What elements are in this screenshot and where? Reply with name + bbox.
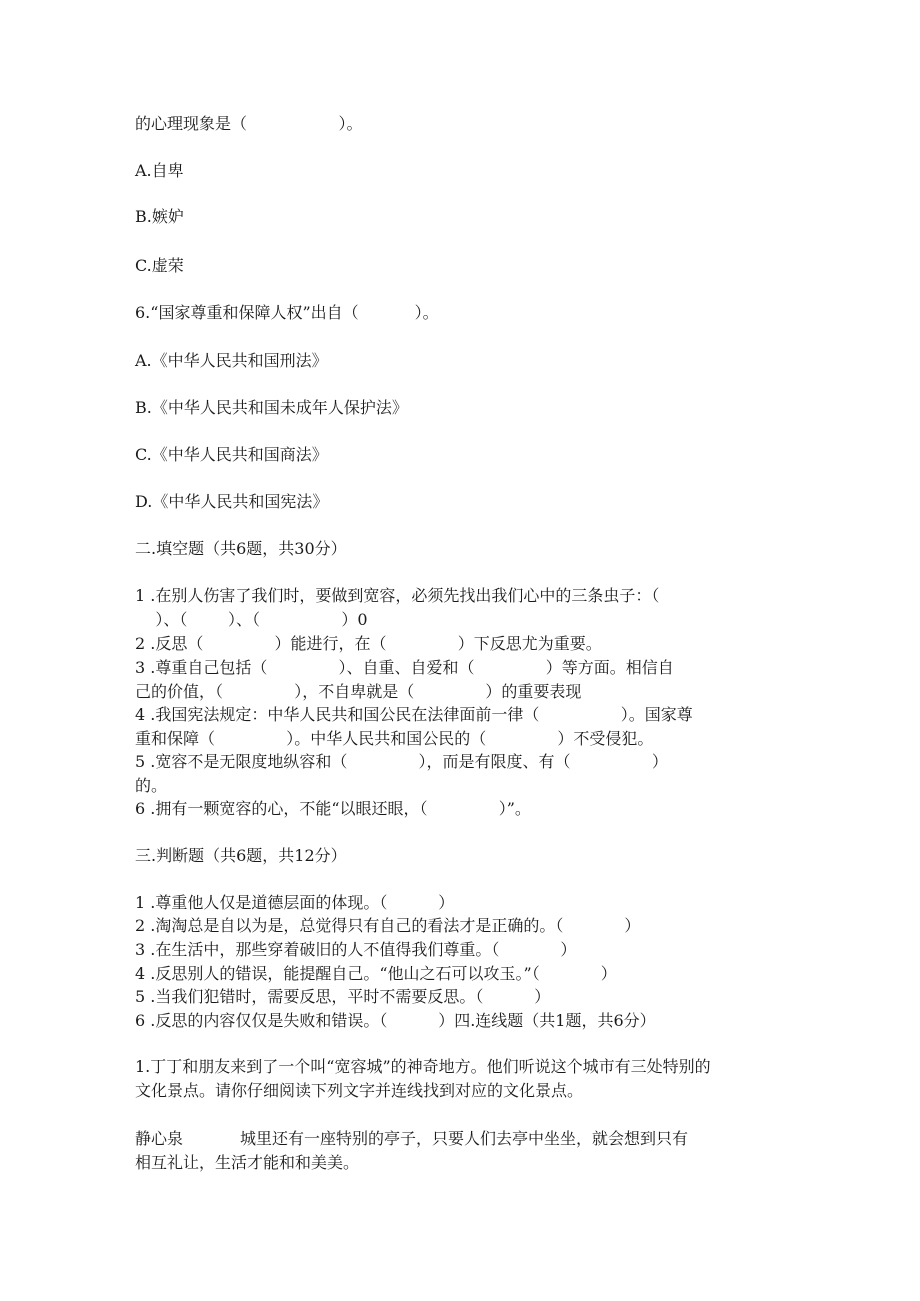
connect-description: 相互礼让，生活才能和和美美。 (135, 1153, 360, 1172)
fill-line: 己的价值，（ ），不自卑就是（ ）的重要表现 (135, 682, 582, 701)
fill-line: 6 .拥有一颗宽容的心，不能“以眼还眼，（ ）”。 (135, 799, 531, 818)
connect-place-label: 静心泉 (135, 1129, 184, 1148)
q5-option-a: A.自卑 (135, 161, 184, 180)
judge-line: 4 .反思别人的错误，能提醒自己。“他山之石可以攻玉。”（ ） (135, 964, 617, 983)
judge-line: 3 .在生活中，那些穿着破旧的人不值得我们尊重。（ ） (135, 940, 577, 959)
q6-option-a: A.《中华人民共和国刑法》 (135, 351, 328, 370)
judge-line: 2 .淘淘总是自以为是，总觉得只有自己的看法才是正确的。（ ） (135, 916, 641, 935)
fill-line: 5 .宽容不是无限度地纵容和（ ），而是有限度、有（ ） (135, 752, 668, 771)
fill-line: 3 .尊重自己包括（ ）、自重、自爱和（ ）等方面。相信自 (135, 658, 674, 677)
fill-line: 1 .在别人伤害了我们时，要做到宽容，必须先找出我们心中的三条虫子：（ (135, 586, 660, 605)
section-3-title: 三.判断题（共6题，共12分） (135, 846, 347, 865)
connect-description: 城里还有一座特别的亭子，只要人们去亭中坐坐，就会想到只有 (240, 1129, 689, 1148)
judge-line: 1 .尊重他人仅是道德层面的体现。（ ） (135, 893, 455, 912)
q6-option-c: C.《中华人民共和国商法》 (135, 445, 328, 464)
fill-line: ）、（ ）、（ ）0 (135, 610, 368, 629)
q6-option-b: B.《中华人民共和国未成年人保护法》 (135, 398, 408, 417)
connect-intro: 1.丁丁和朋友来到了一个叫“宽容城”的神奇地方。他们听说这个城市有三处特别的 (135, 1057, 711, 1076)
fill-line: 2 .反思（ ）能进行，在（ ）下反思尤为重要。 (135, 634, 602, 653)
connect-intro: 文化景点。请你仔细阅读下列文字并连线找到对应的文化景点。 (135, 1081, 584, 1100)
judge-line: 5 .当我们犯错时，需要反思，平时不需要反思。（ ） (135, 987, 551, 1006)
section-2-title: 二.填空题（共6题，共30分） (135, 539, 347, 558)
q5-option-b: B.嫉妒 (135, 207, 184, 226)
q6-option-d: D.《中华人民共和国宪法》 (135, 492, 329, 511)
judge-line: 6 .反思的内容仅仅是失败和错误。（ ）四.连线题（共1题，共6分） (135, 1011, 656, 1030)
q5-option-c: C.虚荣 (135, 256, 184, 275)
question-6-stem: 6.“国家尊重和保障人权”出自（ ）。 (135, 303, 439, 322)
question-5-tail: 的心理现象是（ ）。 (135, 114, 363, 133)
fill-line: 4 .我国宪法规定：中华人民共和国公民在法律面前一律（ ）。国家尊 (135, 705, 693, 724)
fill-line: 重和保障（ ）。中华人民共和国公民的（ ）不受侵犯。 (135, 729, 654, 748)
fill-line: 的。 (135, 776, 168, 795)
